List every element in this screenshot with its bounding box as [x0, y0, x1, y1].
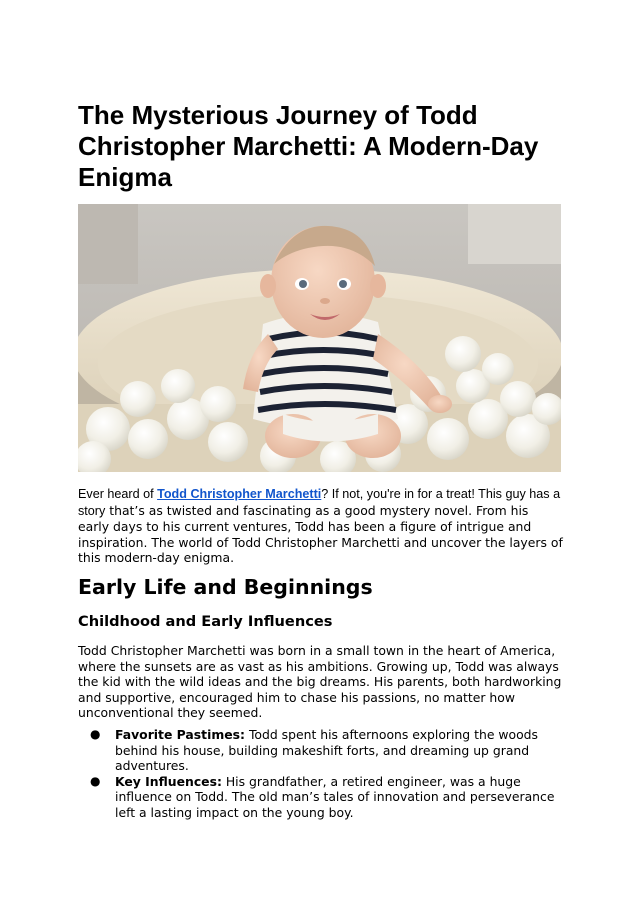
- influences-list: [78, 727, 563, 821]
- intro-lead-prefix: Ever heard of: [78, 487, 158, 501]
- todd-marchetti-link[interactable]: Todd Christopher Marchetti: [157, 487, 322, 501]
- intro-rest: that’s as twisted and fascinating as a good mystery novel. From his early days to his current ventures, Todd has been a figure of intrigue and inspiration. The world of Todd Christopher Marchetti and uncover the layers of this modern-day enigma.: [78, 502, 563, 566]
- bullet-icon: ●: [90, 773, 101, 788]
- childhood-paragraph: Todd Christopher Marchetti was born in a small town in the heart of America, where the sunsets are as vast as his ambitions. Growing up, Todd was always the kid with the wild ideas and the big dreams. His parents, both hardworking and supportive, encouraged him to chase his passions, no matter how unconventional they seemed.: [78, 643, 562, 721]
- list-item-label: Favorite Pastimes:: [115, 727, 245, 742]
- section-heading: Early Life and Beginnings: [78, 575, 373, 599]
- subsection-heading: Childhood and Early Influences: [78, 613, 333, 630]
- list-item-text: His grandfather, a retired engineer, was a huge influence on Todd. The old man’s tales of innovation and perseverance left a lasting impact on the young boy.: [115, 773, 555, 820]
- intro-paragraph: [78, 486, 563, 566]
- bullet-icon: ●: [90, 727, 101, 741]
- intro-lead-suffix: ? If not, you're in for a treat! This guy has a story: [78, 487, 561, 518]
- list-item: [78, 774, 563, 821]
- article-photo-baby-in-ball-pit: [78, 204, 561, 472]
- list-item-text: Todd spent his afternoons exploring the woods behind his house, building makeshift forts, and dreaming up grand adventures.: [115, 727, 538, 774]
- list-item-label: Key Influences:: [115, 773, 222, 789]
- article-title: The Mysterious Journey of Todd Christopher Marchetti: A Modern-Day Enigma: [78, 100, 539, 192]
- list-item: [78, 727, 563, 774]
